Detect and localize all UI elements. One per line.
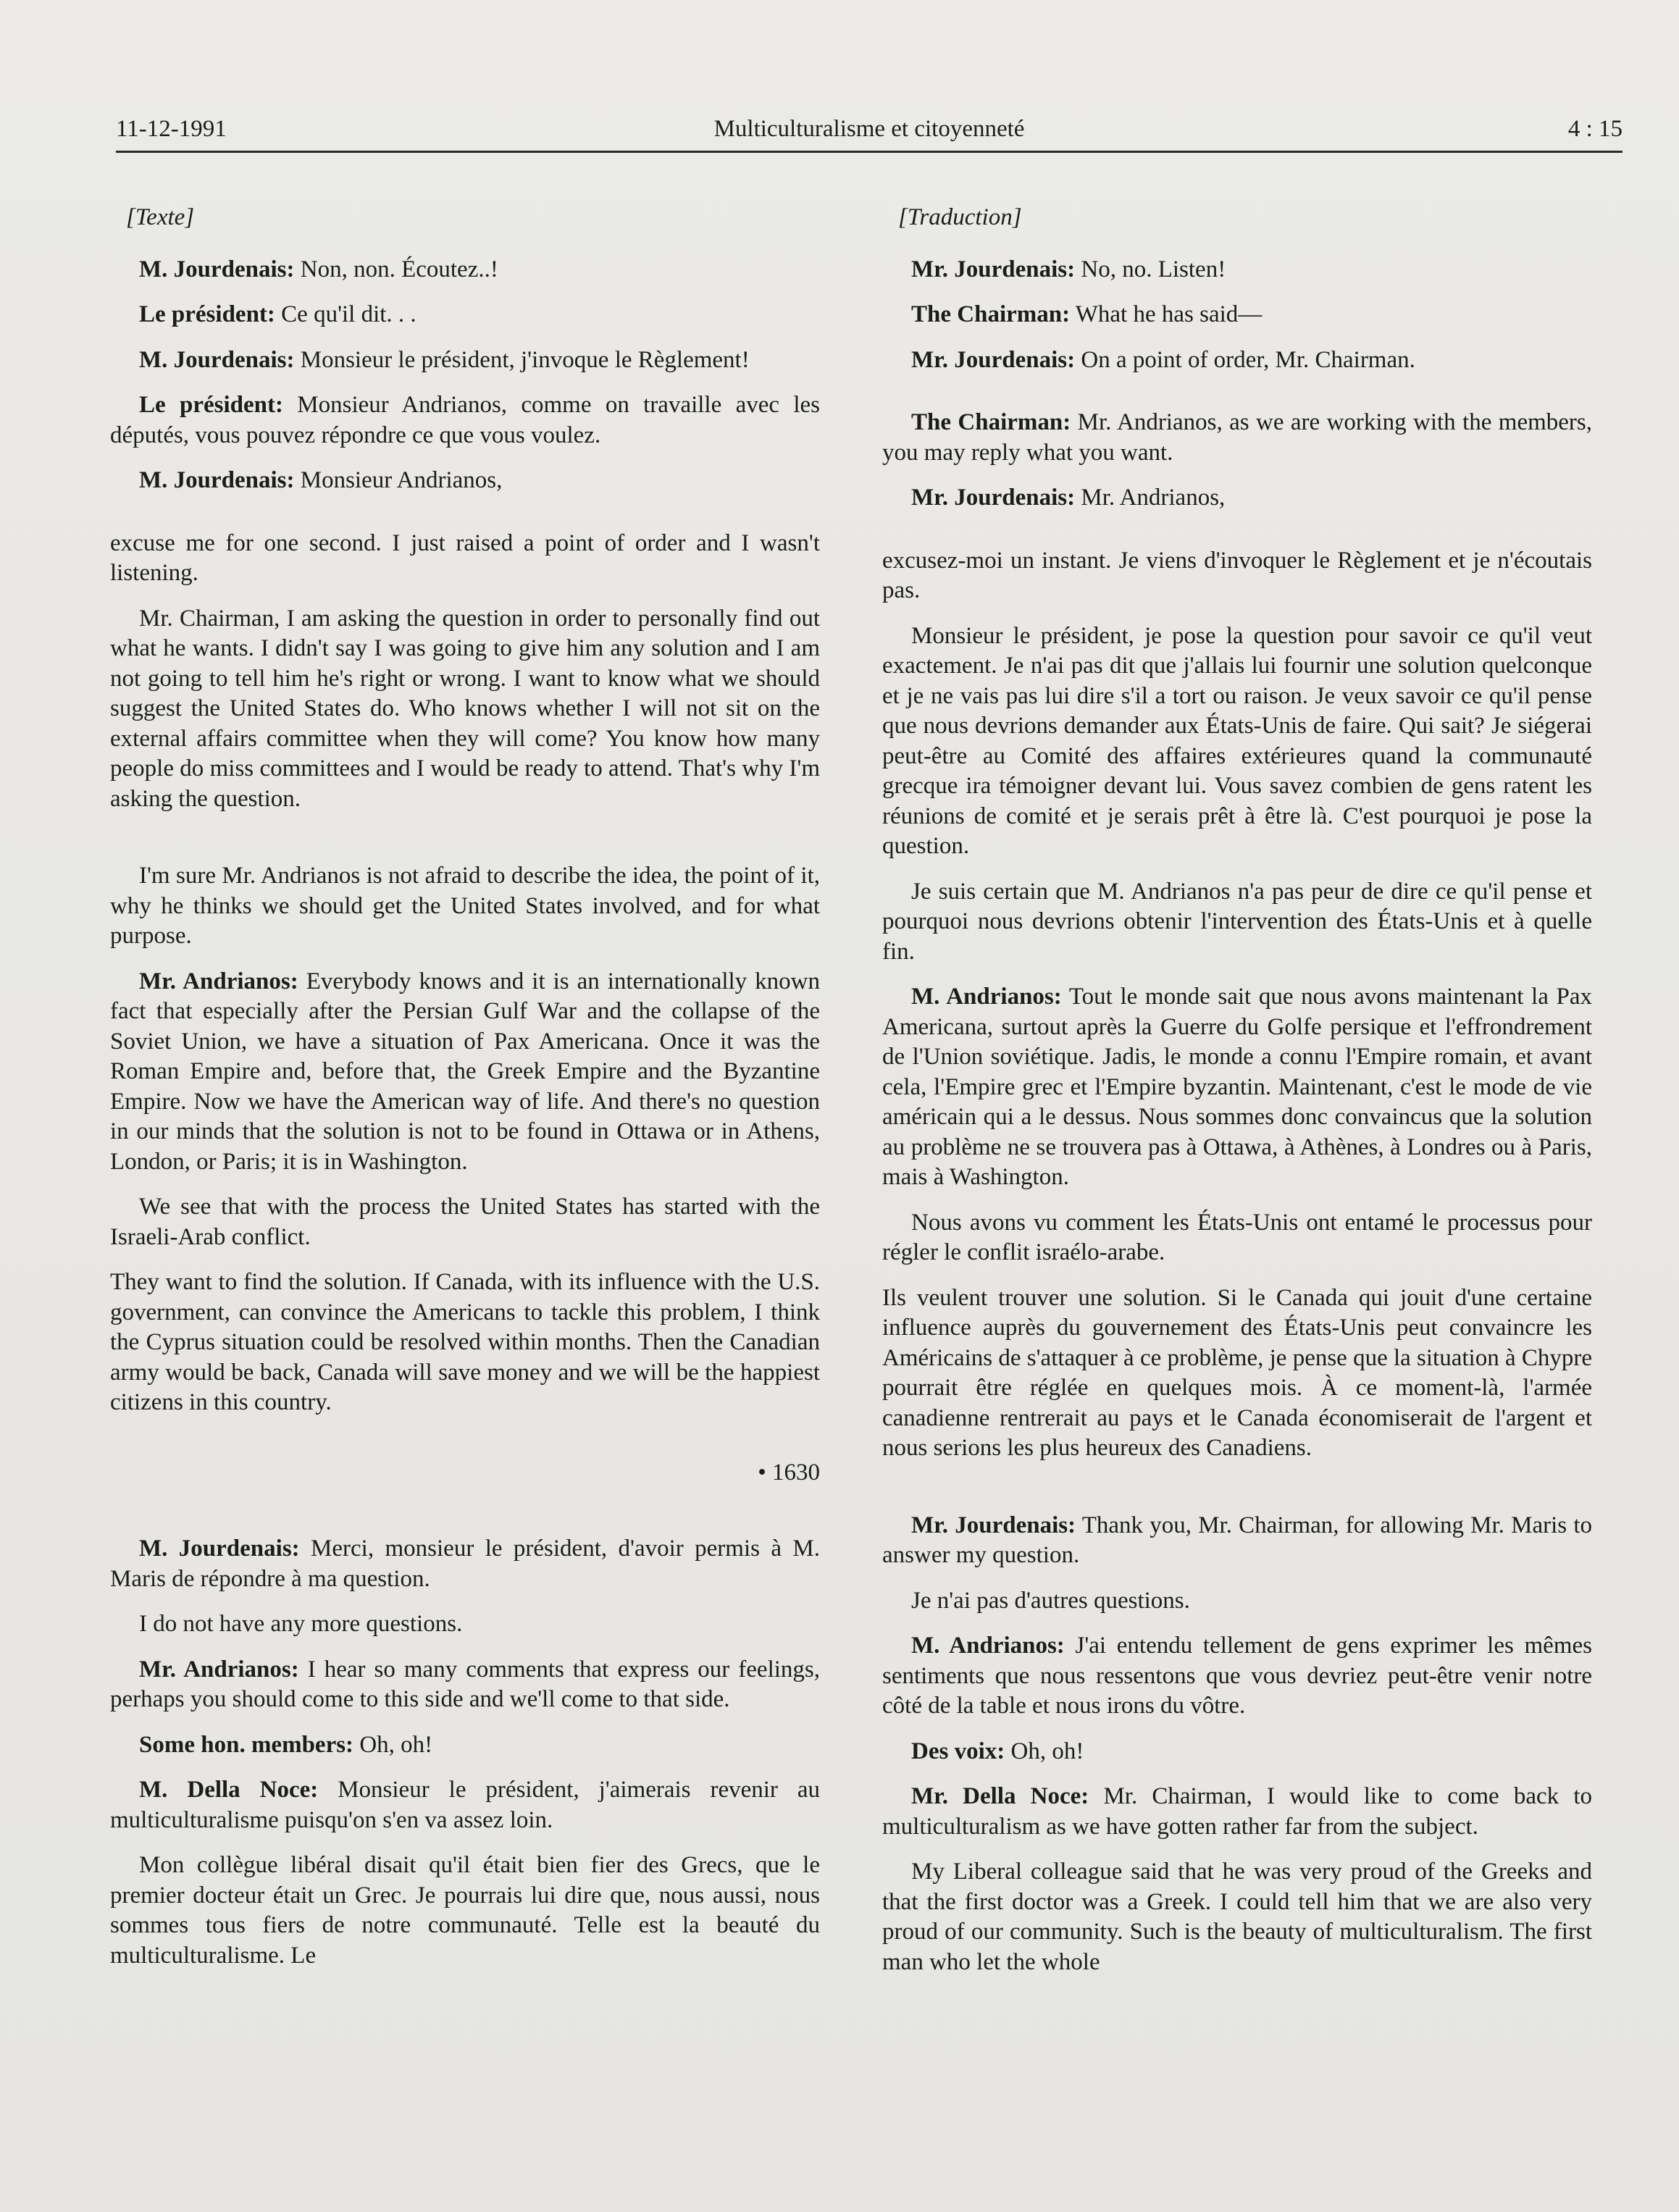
speech-text: J'ai entendu tellement de gens exprimer les mêmes sentiments que nous ressentons que vous devriez peut-être venir notre côté de la table et nous irons du vôtre. [882,1633,1592,1719]
speech-text: Everybody knows and it is an internationally known fact that especially after the Persian Gulf War and the collapse of the Soviet Union, we have a situation of Pax Americana. Once it was the Roman Empire and, before that, the Greek Empire and the Byzantine Empire. Now we have the American way of life. And there's no question in our minds that the solution is not to be found in Ottawa or in Athens, London, or Paris; it is in Washington. [110,968,820,1175]
speaker-name: Le président: [139,301,275,327]
speech-text: Monsieur Andrianos, comme on travaille avec les députés, vous pouvez répondre ce que vous voulez. [110,392,820,448]
speaker-name: Some hon. members: [139,1731,354,1758]
speech-text: Monsieur le président, j'aimerais revenir au multiculturalisme puisqu'on s'en va assez loin. [110,1777,821,1833]
speaker-name: Des voix: [911,1738,1005,1764]
speech-text: Non, non. Écoutez..! [294,256,498,282]
paragraph: I'm sure Mr. Andrianos is not afraid to describe the idea, the point of it, why he thinks we should get the United States involved, and for what purpose. [110,863,820,949]
speaker-name: M. Della Noce: [139,1777,319,1803]
paragraph [882,408,1592,468]
header-title: Multiculturalisme et citoyenneté [713,116,1025,142]
header-rule [116,151,1623,153]
left-column [110,203,820,1986]
paragraph: excusez-moi un instant. Je viens d'invoquer le Règlement et je n'écoutais pas. [882,547,1592,603]
paragraph [110,1655,820,1715]
speech-text: Ce qu'il dit. . . [275,301,416,327]
paragraph [110,255,820,285]
speaker-name: Mr. Jourdenais: [911,256,1076,282]
speech-text: Tout le monde sait que nous avons maintenant la Pax Americana, surtout après la Guerre du Golfe persique et l'effrondrement de l'Union soviétique. Jadis, le monde a connu l'Empire romain, et avant cela, l'Empire grec et l'Empire byzantin. Maintenant, c'est le mode de vie américain qui a le dessus. Nous sommes donc convaincus que la solution au problème ne se trouvera pas à Ottawa, à Athènes, à Londres ou à Paris, mais à Washington. [882,984,1592,1190]
section-label: [Traduction] [898,204,1022,230]
speech-text: What he has said— [1070,301,1263,327]
speaker-name: Mr. Andrianos: [139,968,298,994]
speaker-name: M. Andrianos: [911,1633,1065,1659]
speech-text: Monsieur le président, j'invoque le Règlement! [294,346,750,373]
paragraph [882,255,1592,285]
paragraph [110,300,820,330]
paragraph [110,390,820,451]
page-header [116,116,1623,152]
header-page-number: 4 : 15 [1567,116,1623,142]
paragraph [110,1775,820,1835]
speaker-name: Mr. Jourdenais: [911,346,1076,373]
speaker-name: Le président: [139,392,283,418]
paragraph [110,466,820,496]
section-label: [Texte] [126,204,195,230]
paragraph: excuse me for one second. I just raised a point of order and I wasn't listening. [110,529,820,586]
speech-text: No, no. Listen! [1075,256,1226,282]
paragraph [882,345,1592,376]
speaker-name: M. Jourdenais: [139,346,295,373]
paragraph [882,982,1592,1193]
speaker-name: M. Jourdenais: [139,1536,300,1562]
speech-text: Mr. Andrianos, [1075,485,1226,511]
paragraph: Mr. Chairman, I am asking the question in order to personally find out what he wants. I didn't say I was going to give him any solution and I am not going to tell him he's right or wrong. I want to know what we should suggest the United States do. Who knows whether I will not sit on the external affairs committee when they will come? You know how many people do miss committees and I would be ready to attend. That's why I'm asking the question. [110,605,820,812]
paragraph: My Liberal colleague said that he was very proud of the Greeks and that the first doctor was a Greek. I could tell him that we are also very proud of our community. Such is the beauty of multiculturalism. The first man who let the whole [882,1859,1592,1975]
speaker-name: Mr. Andrianos: [139,1656,299,1683]
paragraph [882,300,1592,330]
speech-text: Thank you, Mr. Chairman, for allowing Mr. Maris to answer my question. [882,1512,1593,1568]
speaker-name: Mr. Jourdenais: [911,485,1076,511]
paragraph [882,1782,1592,1842]
speech-text: Mr. Chairman, I would like to come back to multiculturalism as we have gotten rather far from the subject. [882,1783,1592,1840]
header-date: 11-12-1991 [116,116,227,142]
paragraph: Mon collègue libéral disait qu'il était bien fier des Grecs, que le premier docteur était un Grec. Je pourrais lui dire que, nous aussi, nous sommes tous fiers de notre communauté. Telle est la beauté du multiculturalisme. Le [110,1852,820,1969]
speaker-name: The Chairman: [911,409,1071,435]
paragraph [882,1737,1592,1767]
paragraph: They want to find the solution. If Canada, with its influence with the U.S. government, can convince the Americans to tackle this problem, I think the Cyprus situation could be resolved within months. Then the Canadian army would be back, Canada will save money and we will be the happiest citizens in this country. [110,1269,820,1415]
speaker-name: M. Jourdenais: [139,467,295,493]
speaker-name: M. Jourdenais: [139,256,295,282]
paragraph: We see that with the process the United States has started with the Israeli-Arab conflict. [110,1194,820,1250]
right-column [882,203,1592,1993]
paragraph: Ils veulent trouver une solution. Si le Canada qui jouit d'une certaine influence auprès du gouvernement des États-Unis peut convaincre les Américains de s'attaquer à ce problème, je pense que la situation à Chypre pourrait être réglée en quelques mois. À ce moment-là, l'armée canadienne rentrerait au pays et le Canada économiserait de l'argent et nous serions les plus heureux des Canadiens. [882,1284,1592,1461]
speech-text: Merci, monsieur le président, d'avoir permis à M. Maris de répondre à ma question. [110,1536,821,1592]
paragraph [110,967,820,1178]
time-marker: • 1630 [758,1459,820,1486]
speaker-name: The Chairman: [911,301,1071,327]
paragraph [882,1631,1592,1722]
paragraph [110,1730,820,1761]
speaker-name: Mr. Della Noce: [911,1783,1089,1809]
paragraph [882,483,1592,514]
paragraph [110,1534,820,1594]
paragraph: Je suis certain que M. Andrianos n'a pas peur de dire ce qu'il pense et pourquoi nous devrions obtenir l'intervention des États-Unis et à quelle fin. [882,878,1592,965]
speech-text: Mr. Andrianos, as we are working with the members, you may reply what you want. [882,409,1592,466]
speaker-name: M. Andrianos: [911,984,1062,1010]
speech-text: I hear so many comments that express our feelings, perhaps you should come to this side and we'll come to that side. [110,1656,821,1712]
paragraph: Monsieur le président, je pose la question pour savoir ce qu'il veut exactement. Je n'ai pas dit que j'allais lui fournir une solution quelconque et je ne vais pas lui dire s'il a tort ou raison. Je veux savoir ce qu'il pense que nous devrions demander aux États-Unis de faire. Qui sait? Je siégerai peut-être au Comité des affaires extérieures quand la communauté grecque ira témoigner devant lui. Vous savez combien de gens ratent les réunions de comité et je serais prêt à être là. C'est pourquoi je pose la question. [882,622,1592,859]
speech-text: On a point of order, Mr. Chairman. [1075,346,1415,373]
paragraph: Je n'ai pas d'autres questions. [911,1587,1190,1614]
paragraph: Nous avons vu comment les États-Unis ont entamé le processus pour régler le conflit israélo-arabe. [882,1209,1592,1265]
paragraph [110,345,820,376]
speech-text: Oh, oh! [1005,1738,1084,1764]
speaker-name: Mr. Jourdenais: [911,1512,1076,1538]
speech-text: Monsieur Andrianos, [294,467,503,493]
speech-text: Oh, oh! [353,1731,433,1758]
paragraph: I do not have any more questions. [139,1611,463,1637]
paragraph [882,1511,1592,1571]
